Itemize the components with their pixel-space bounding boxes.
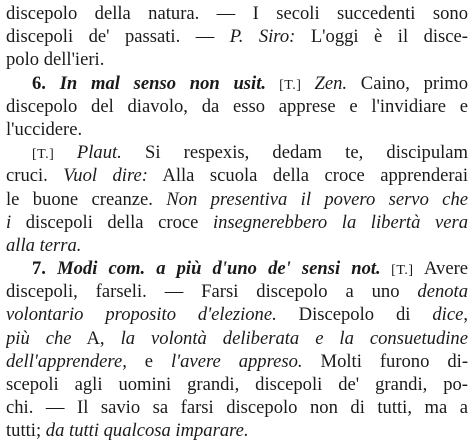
- text-line: [6, 373, 468, 396]
- text-segment: tutti;: [6, 420, 46, 442]
- text-segment: Discepolo di: [276, 304, 433, 326]
- text-segment: le buone creanze.: [6, 188, 167, 210]
- text-segment: polo dell'ieri.: [6, 49, 105, 71]
- text-segment: discepolo del diavolo, da esso apprese e l'invidiare e: [6, 95, 468, 117]
- text-line: [6, 234, 468, 257]
- text-line: [6, 257, 468, 280]
- text-line: [6, 188, 468, 211]
- text-line: [6, 164, 468, 187]
- text-segment: Plaut.: [76, 142, 122, 164]
- text-segment: Zen.: [314, 72, 348, 94]
- text-segment: 6.: [32, 72, 60, 94]
- text-segment: l'uccidere.: [6, 118, 83, 140]
- text-segment: Vuol dire:: [63, 165, 148, 187]
- text-line: [6, 141, 468, 164]
- text-segment: insegnerebbero la libertà vera: [212, 211, 468, 233]
- text-line: [6, 419, 468, 442]
- text-segment: più che: [6, 327, 72, 349]
- text-segment: chi. — Il savio sa farsi discepolo non di tutti, ma a: [6, 397, 468, 419]
- text-segment: [T.]: [380, 263, 424, 279]
- text-segment: Non presentiva il povero servo che: [166, 188, 468, 210]
- text-segment: Alla scuola della croce apprenderai: [147, 165, 468, 187]
- text-line: [6, 48, 468, 71]
- text-segment: discepolo della natura. — I secoli succedenti sono: [6, 3, 468, 24]
- text-line: [6, 72, 468, 95]
- text-segment: Molti furono di-: [302, 350, 468, 372]
- text-segment: L'oggi è il disce-: [295, 26, 468, 48]
- text-segment: i: [6, 211, 12, 233]
- text-segment: discepoli, farseli. — Farsi discepolo a uno: [6, 281, 418, 303]
- text-line: [6, 2, 468, 25]
- text-segment: l'avere appreso.: [171, 350, 303, 372]
- text-segment: Modi com. a più d'uno de' sensi not.: [57, 258, 381, 280]
- text-segment: cruci.: [6, 165, 64, 187]
- text-segment: discepoli de' passati. —: [6, 26, 230, 48]
- text-line: [6, 211, 468, 234]
- text-segment: e: [126, 350, 172, 372]
- text-segment: Caino, primo: [347, 72, 468, 94]
- text-segment: 7.: [32, 258, 58, 280]
- entry-text-body: [6, 2, 468, 443]
- text-line: [6, 350, 468, 373]
- text-segment: Si respexis, dedam te, discipulam: [121, 142, 468, 164]
- text-segment: dice: [432, 304, 464, 326]
- text-line: [6, 303, 468, 326]
- text-segment: denota: [417, 281, 468, 303]
- text-segment: [T.]: [32, 147, 77, 163]
- text-line: [6, 95, 468, 118]
- text-line: [6, 280, 468, 303]
- text-segment: da tutti qualcosa imparare.: [45, 420, 249, 442]
- text-segment: ,: [463, 304, 468, 326]
- text-line: [6, 396, 468, 419]
- text-line: [6, 327, 468, 350]
- text-segment: alla terra.: [6, 234, 82, 256]
- text-segment: In mal senso non usit.: [59, 72, 267, 94]
- text-segment: dell'apprendere,: [6, 350, 127, 372]
- text-segment: [T.]: [266, 77, 315, 93]
- text-line: [6, 25, 468, 48]
- text-segment: Avere: [423, 258, 468, 280]
- text-segment: P. Siro:: [229, 26, 296, 48]
- text-segment: volontario proposito d'elezione.: [6, 304, 277, 326]
- text-segment: discepoli della croce: [11, 211, 213, 233]
- text-segment: la volontà deliberata e la consuetudine: [120, 327, 468, 349]
- text-segment: scepoli agli uomini grandi, discepoli de' grandi, po-: [6, 374, 468, 395]
- text-line: [6, 118, 468, 141]
- text-segment: A,: [71, 327, 121, 349]
